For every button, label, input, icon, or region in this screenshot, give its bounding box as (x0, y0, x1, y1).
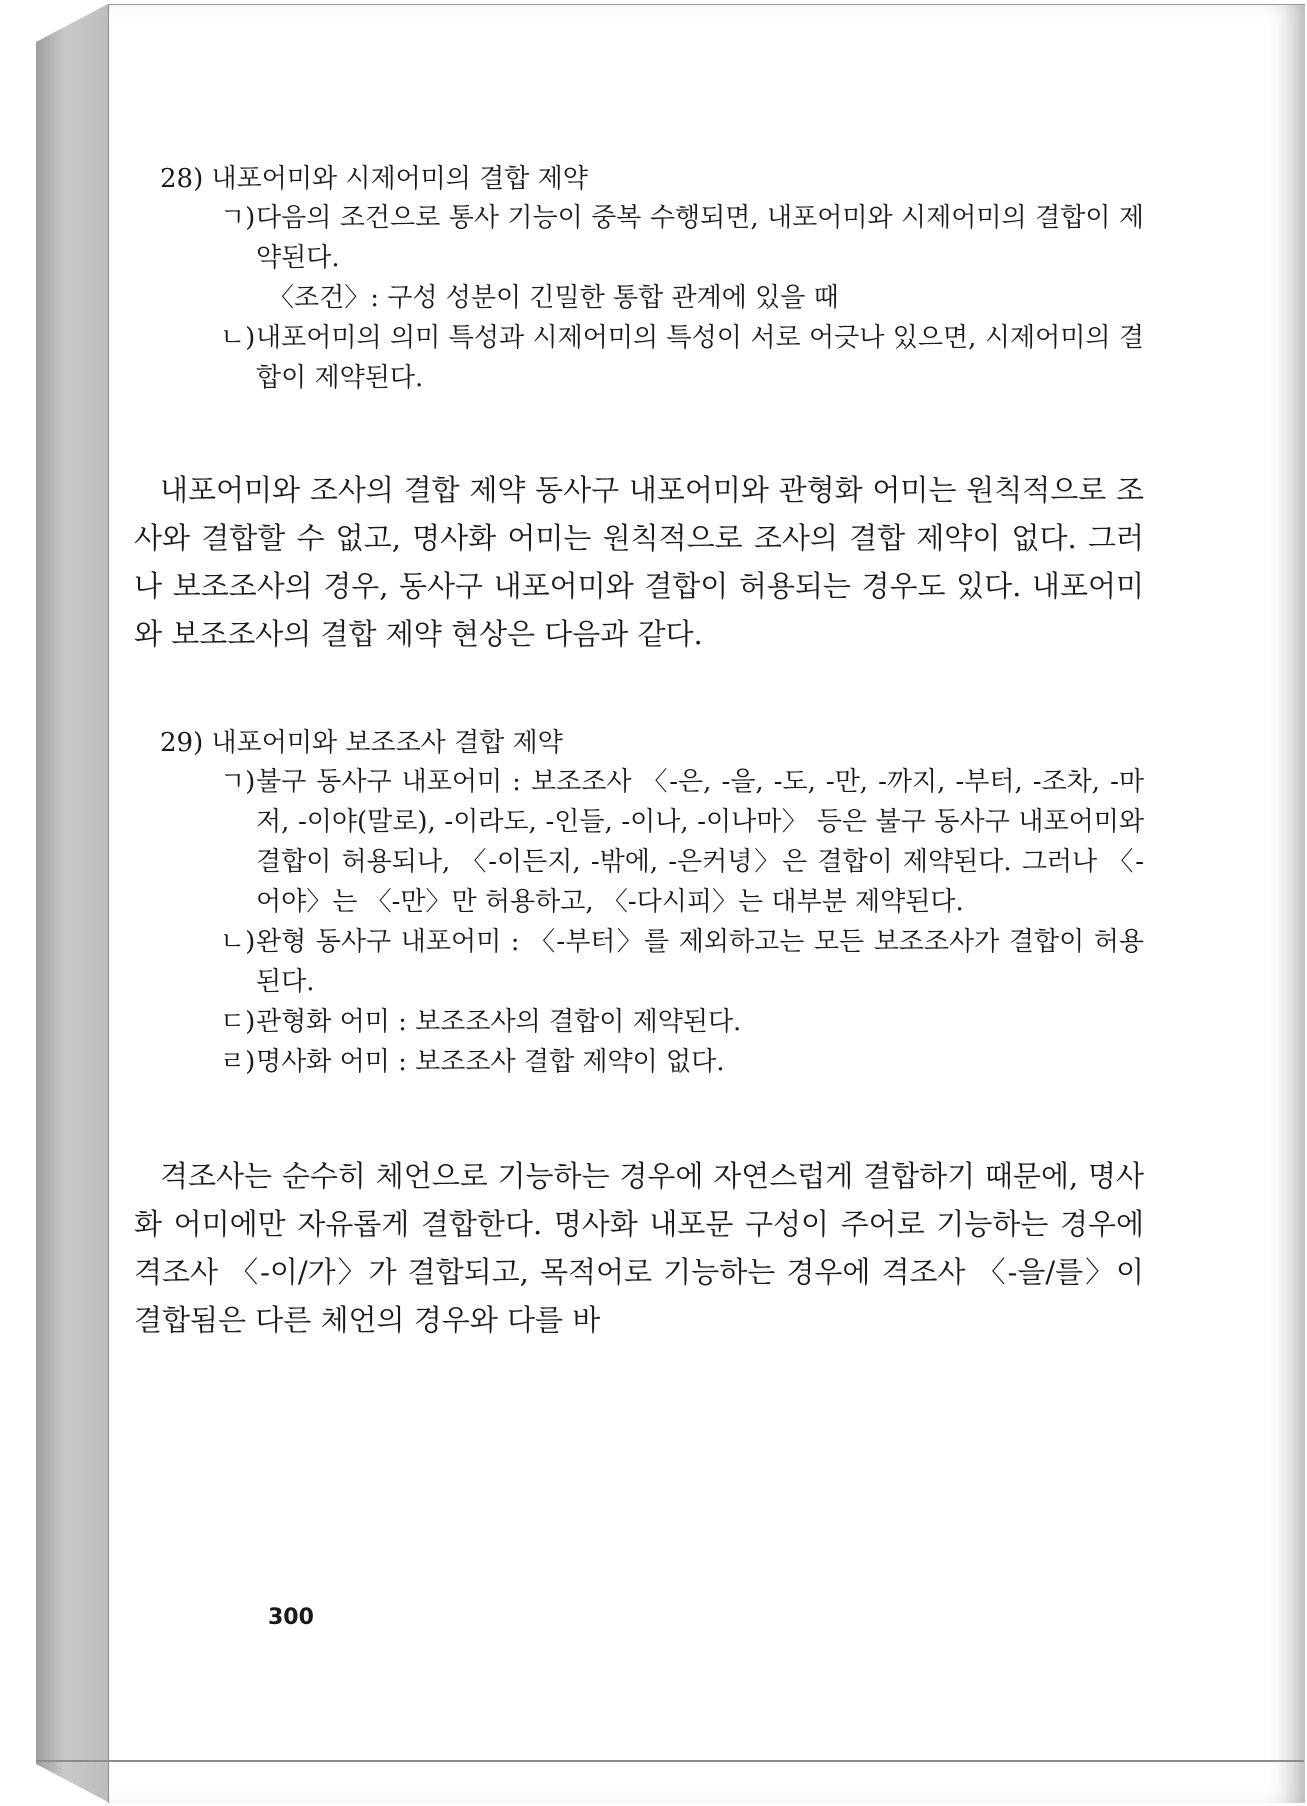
item-marker: ㄴ) (220, 323, 256, 353)
section-28-item (220, 318, 1144, 398)
section-29-title: 29) 내포어미와 보조조사 결합 제약 (160, 728, 563, 758)
section-29-item (220, 1042, 1144, 1082)
item-text: 명사화 어미 : 보조조사 결합 제약이 없다. (256, 1047, 725, 1077)
item-marker: ㄹ) (220, 1047, 256, 1077)
paragraph-1: 내포어미와 조사의 결합 제약 동사구 내포어미와 관형화 어미는 원칙적으로 조사와 결합할 수 없고, 명사화 어미는 원칙적으로 조사의 결합 제약이 없다. 그러나 보조조사의 경우, 동사구 내포어미와 결합이 허용되는 경우도 있다. 내포어미와 보조조사의 결합 제약 현상은 다음과 같다. (134, 473, 1144, 651)
item-text: 관형화 어미 : 보조조사의 결합이 제약된다. (256, 1007, 742, 1037)
section-29-item (220, 1002, 1144, 1042)
book-spine (36, 4, 108, 1802)
section-28-condition: 〈조건〉: 구성 성분이 긴밀한 통합 관계에 있을 때 (268, 283, 839, 313)
item-text: 내포어미의 의미 특성과 시제어미의 특성이 서로 어긋나 있으면, 시제어미의 결합이 제약된다. (256, 323, 1144, 393)
item-marker: ㄱ) (220, 767, 256, 797)
item-text: 다음의 조건으로 통사 기능이 중복 수행되면, 내포어미와 시제어미의 결합이 제약된다. (256, 203, 1144, 273)
section-28-title: 28) 내포어미와 시제어미의 결합 제약 (160, 164, 588, 194)
section-28-item (220, 198, 1144, 278)
item-marker: ㄴ) (220, 927, 256, 957)
item-marker: ㄱ) (220, 203, 256, 233)
item-marker: ㄷ) (220, 1007, 256, 1037)
item-text: 완형 동사구 내포어미 : 〈-부터〉를 제외하고는 모든 보조조사가 결합이 허용된다. (256, 927, 1144, 997)
section-29-item (220, 762, 1144, 922)
book-bottom-edge (36, 1760, 1304, 1762)
paragraph-2: 격조사는 순수히 체언으로 기능하는 경우에 자연스럽게 결합하기 때문에, 명사화 어미에만 자유롭게 결합한다. 명사화 내포문 구성이 주어로 기능하는 경우에 격조사 〈-이/가〉가 결합되고, 목적어로 기능하는 경우에 격조사 〈-을/를〉이 결합됨은 다른 체언의 경우와 다를 바 (134, 1159, 1144, 1337)
section-29-item (220, 922, 1144, 1002)
page-content (134, 160, 1144, 1344)
page-number: 300 (268, 1605, 314, 1630)
item-text: 불구 동사구 내포어미 : 보조조사 〈-은, -을, -도, -만, -까지, -부터, -조차, -마저, -이야(말로), -이라도, -인들, -이나, -이나마〉 등은 불구 동사구 내포어미와 결합이 허용되나, 〈-이든지, -밖에, -은커녕〉은 결합이 제약된다. 그러나 〈-어야〉는 〈-만〉만 허용하고, 〈-다시피〉는 대부분 제약된다. (256, 767, 1144, 917)
